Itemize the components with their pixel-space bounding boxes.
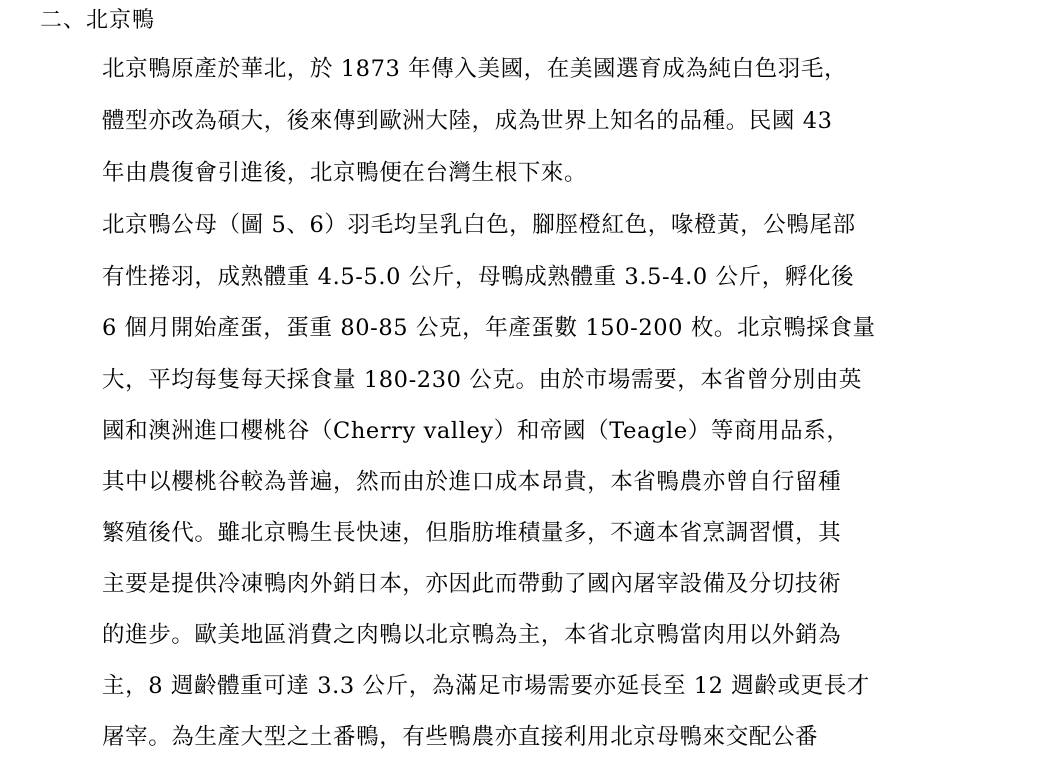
paragraph-line: 6 個月開始產蛋，蛋重 80-85 公克，年產蛋數 150-200 枚。北京鴨採食量	[102, 315, 876, 341]
paragraph-line: 繁殖後代。雖北京鴨生長快速，但脂肪堆積量多，不適本省烹調習慣，其	[102, 520, 842, 546]
paragraph-line: 主要是提供冷凍鴨肉外銷日本，亦因此而帶動了國內屠宰設備及分切技術	[102, 571, 842, 597]
paragraph-line: 屠宰。為生產大型之土番鴨，有些鴨農亦直接利用北京母鴨來交配公番	[102, 724, 819, 750]
paragraph-line: 國和澳洲進口櫻桃谷（Cherry valley）和帝國（Teagle）等商用品系，	[102, 418, 850, 444]
paragraph-line: 其中以櫻桃谷較為普遍，然而由於進口成本昂貴，本省鴨農亦曾自行留種	[102, 469, 842, 495]
paragraph-line: 的進步。歐美地區消費之肉鴨以北京鴨為主，本省北京鴨當肉用以外銷為	[102, 622, 842, 648]
paragraph-line: 有性捲羽，成熟體重 4.5-5.0 公斤，母鴨成熟體重 3.5-4.0 公斤，孵化後	[102, 264, 855, 290]
paragraph-line: 大，平均每隻每天採食量 180-230 公克。由於市場需要，本省曾分別由英	[102, 367, 862, 393]
paragraph-line: 年由農復會引進後，北京鴨便在台灣生根下來。	[102, 160, 588, 186]
paragraph-line: 北京鴨公母（圖 5、6）羽毛均呈乳白色，腳脛橙紅色，喙橙黃，公鴨尾部	[102, 212, 856, 238]
paragraph-line: 體型亦改為碩大，後來傳到歐洲大陸，成為世界上知名的品種。民國 43	[102, 108, 833, 134]
paragraph-line: 主，8 週齡體重可達 3.3 公斤，為滿足市場需要亦延長至 12 週齡或更長才	[102, 673, 870, 699]
section-heading: 二、北京鴨	[40, 8, 156, 33]
paragraph-line: 北京鴨原產於華北，於 1873 年傳入美國，在美國選育成為純白色羽毛，	[102, 56, 848, 82]
